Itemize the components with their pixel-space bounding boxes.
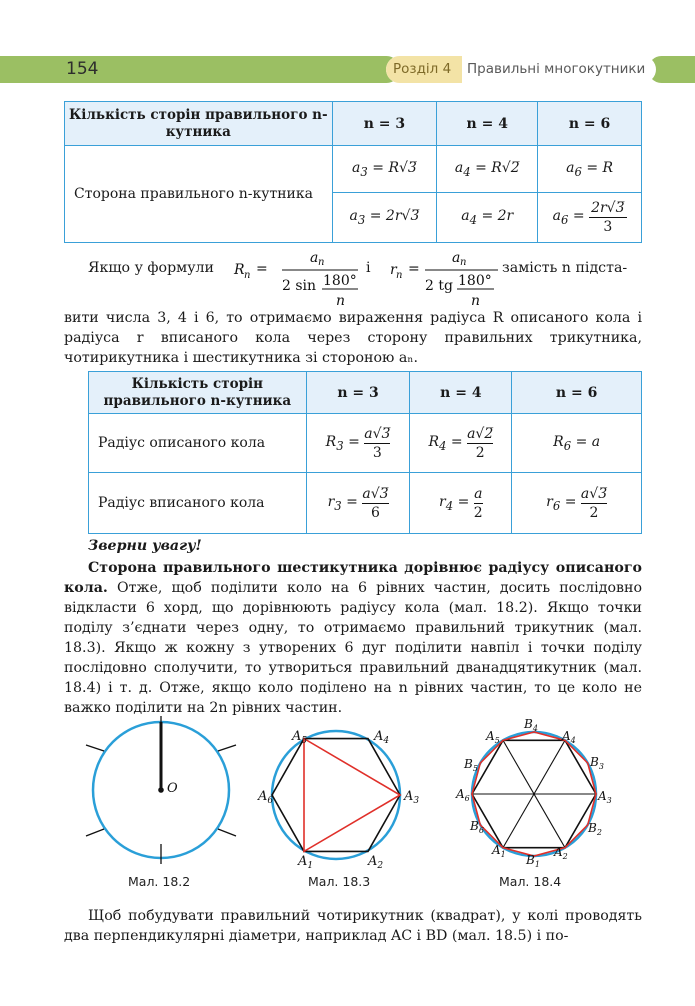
side-length-table [64, 101, 642, 243]
svg-text:n: n [396, 270, 403, 281]
svg-text:180°: 180° [458, 273, 492, 289]
page-number: 154 [66, 59, 99, 79]
table2-row2-label: Радіус вписаного кола [89, 473, 307, 534]
svg-text:A1: $A_1$ [298, 854, 314, 871]
svg-text:A3: $A_3$ [598, 789, 612, 805]
table1-col-n3: n = 3 [332, 102, 437, 146]
formula-R6: $R_6 = a$ [512, 414, 642, 473]
formula-R-r [230, 248, 520, 310]
formula-a3-r: $a_3$ = 2r√3̅ [332, 193, 437, 243]
svg-text:A5: $A_5$ [486, 729, 500, 745]
table1-col-n6: n = 6 [538, 102, 642, 146]
table2-col-n4: n = 4 [410, 372, 512, 414]
hexagon-rule: Сторона правильного шестикутника дорівнює радіусу описаного кола. [64, 560, 642, 596]
svg-text:B2: $B_2$ [588, 821, 602, 837]
svg-text:n: n [318, 257, 325, 268]
attention-heading: Зверни увагу! [88, 538, 202, 554]
formula-tail: замість n підста- [502, 260, 628, 276]
table2-header-label: Кількість сторін правильного n-кутника [89, 372, 307, 414]
table2-col-n3: n = 3 [306, 372, 410, 414]
svg-text:n: n [460, 257, 467, 268]
svg-text:n: n [244, 270, 251, 281]
caption-18-3: Мал. 18.3 [308, 874, 371, 889]
figure-18-2 [84, 730, 240, 880]
svg-text:B3: $B_3$ [590, 755, 604, 771]
svg-text:=: = [256, 261, 268, 277]
formula-a6-R: $a_6 = R$ [538, 146, 642, 193]
svg-text:A3: $A_3$ [404, 789, 420, 806]
paragraph-radius-expressions: вити числа 3, 4 і 6, то отримаємо вираження радіуса R описаного кола і радіуса r вписаного кола через сторону правильних трикутника, чотирикутника і шестикутника зі стороною aₙ. [64, 310, 642, 366]
radius-table [88, 371, 642, 534]
formula-r4: $r_4$ = $\frac{a}{2}$ [410, 473, 512, 534]
svg-text:n: n [336, 293, 346, 309]
paragraph-hexagon [64, 558, 642, 718]
figure-18-3 [256, 728, 420, 873]
svg-text:B6: $B_6$ [470, 819, 484, 835]
svg-text:2 tg: 2 tg [425, 278, 453, 294]
svg-text:2 sin: 2 sin [282, 278, 317, 294]
formula-r3: $r_3$ = $\frac{a√3̅}{6}$ [306, 473, 410, 534]
section-label: Розділ 4 [393, 61, 452, 77]
formula-intro: Якщо у формули [88, 260, 215, 276]
formula-R4: $R_4$ = $\frac{a√2̅}{2}$ [410, 414, 512, 473]
svg-text:=: = [408, 261, 420, 277]
svg-text:B4: $B_4$ [524, 717, 538, 733]
hexagon-explanation: Отже, щоб поділити коло на 6 рівних частин, досить послідовно відкласти 6 хорд, що дорівнюють радіусу кола (мал. 18.2). Якщо точки поділу з’єднати через одну, то отримаємо правильний трикутник (мал. 18.3). Якщо ж кожну з утворених 6 дуг поділити навпіл і точки поділу послідовно сполучити, то утвориться правильний дванадцятикутник (мал. 18.4) і т. д. Отже, якщо коло поділено на n рівних частин, то це коло не важко поділити на 2n рівних частин. [64, 580, 642, 716]
table2-row1-label: Радіус описаного кола [89, 414, 307, 473]
paragraph-square: Щоб побудувати правильний чотирикутник (квадрат), у колі проводять два перпендикулярні діаметри, наприклад AC і BD (мал. 18.5) і по- [64, 908, 642, 944]
formula-r6: $r_6$ = $\frac{a√3̅}{2}$ [512, 473, 642, 534]
svg-text:A6: $A_6$ [456, 787, 470, 803]
table1-col-n4: n = 4 [437, 102, 538, 146]
table2-col-n6: n = 6 [512, 372, 642, 414]
svg-text:A4: $A_4$ [562, 729, 576, 745]
formula-R3: $R_3$ = $\frac{a√3̅}{3}$ [306, 414, 410, 473]
svg-text:A2: $A_2$ [554, 845, 568, 861]
formula-a3-R: $a_3$ = R√3̅ [332, 146, 437, 193]
svg-text:A6: $A_6$ [258, 789, 274, 806]
caption-18-4: Мал. 18.4 [499, 874, 562, 889]
svg-text:A1: $A_1$ [492, 843, 506, 859]
figure-18-4 [452, 714, 612, 870]
formula-a6-r: $a_6$ = $\frac{2r√3̅}{3}$ [538, 193, 642, 243]
svg-text:r: r [390, 262, 397, 278]
header-bar-left [0, 56, 400, 83]
caption-18-2: Мал. 18.2 [128, 874, 191, 889]
svg-text:A4: $A_4$ [374, 729, 390, 746]
svg-text:R: R [234, 262, 245, 278]
svg-text:180°: 180° [323, 273, 357, 289]
svg-text:B5: $B_5$ [464, 757, 478, 773]
formula-a4-R: $a_4$ = R√2̅ [437, 146, 538, 193]
table1-row-label: Сторона правильного n-кутника [65, 146, 333, 243]
formula-and: і [366, 260, 371, 276]
svg-text:B1: $B_1$ [526, 853, 540, 869]
svg-text:A2: $A_2$ [368, 854, 384, 871]
svg-text:a: a [310, 250, 319, 266]
svg-text:A5: $A_5$ [292, 729, 308, 746]
formula-a4-r: $a_4 = 2r$ [437, 193, 538, 243]
svg-text:a: a [452, 250, 461, 266]
svg-text:n: n [471, 293, 481, 309]
center-label: O [167, 781, 178, 796]
table1-header-label: Кількість сторін правильного n-кутника [65, 102, 333, 146]
chapter-title: Правильні многокутники [467, 61, 646, 77]
